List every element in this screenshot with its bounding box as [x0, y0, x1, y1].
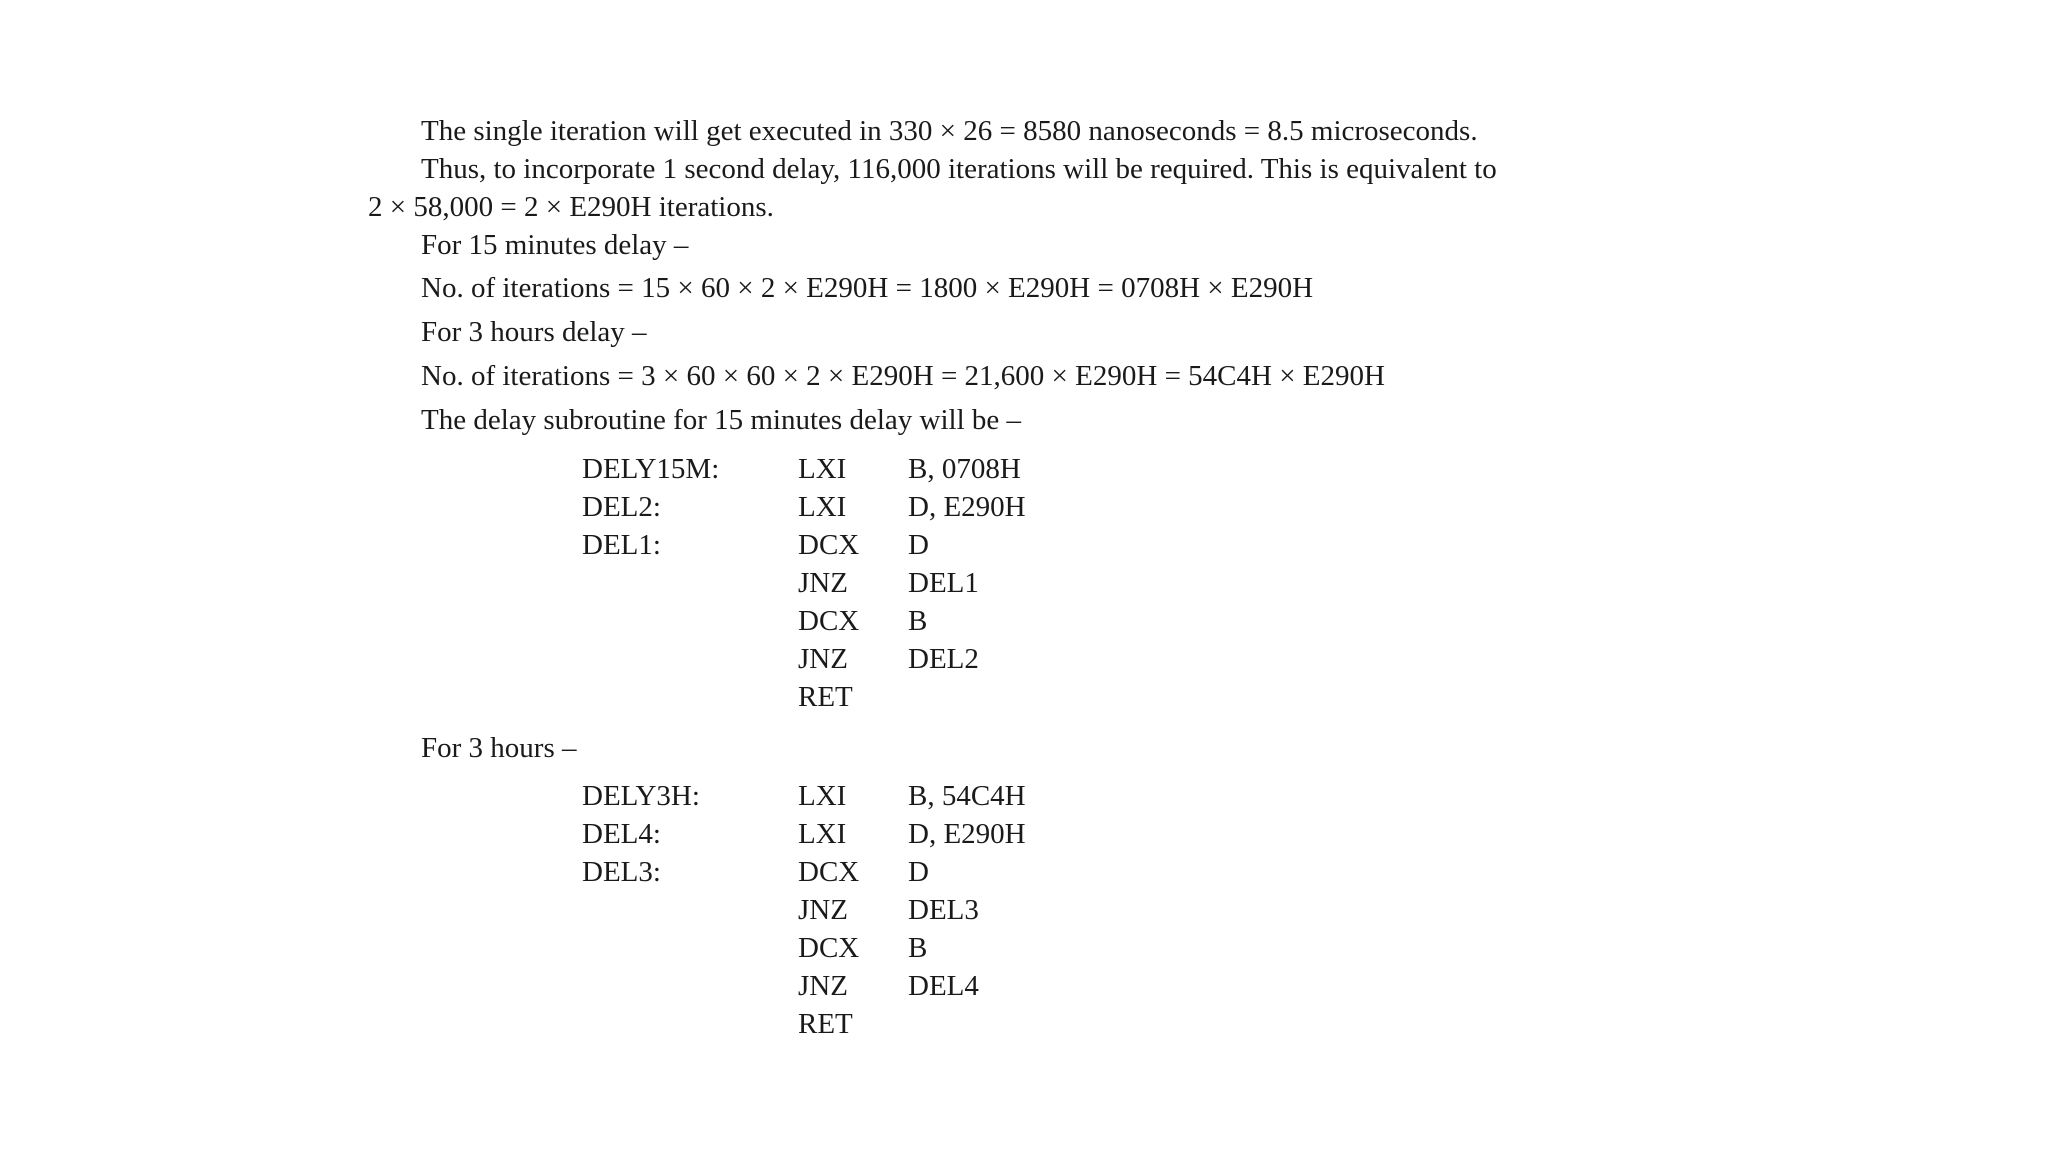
equation-15-minutes: No. of iterations = 15 × 60 × 2 × E290H = 1800 × E290H = 0708H × E290H	[421, 272, 1314, 304]
heading-3-hours-code: For 3 hours –	[421, 732, 577, 764]
code-operand: D	[908, 856, 929, 888]
code-opcode: RET	[798, 1008, 853, 1040]
code-operand: DEL4	[908, 970, 979, 1002]
heading-3-hours: For 3 hours delay –	[421, 316, 647, 348]
code-opcode: LXI	[798, 818, 847, 850]
code-operand: DEL3	[908, 894, 979, 926]
code-operand: DEL2	[908, 643, 979, 675]
code-opcode: DCX	[798, 856, 860, 888]
code-operand: B, 54C4H	[908, 780, 1026, 812]
equation-3-hours: No. of iterations = 3 × 60 × 60 × 2 × E290H = 21,600 × E290H = 54C4H × E290H	[421, 360, 1385, 392]
code-operand: B, 0708H	[908, 453, 1021, 485]
code-opcode: JNZ	[798, 894, 848, 926]
code-operand: B	[908, 932, 928, 964]
code-operand: DEL1	[908, 567, 979, 599]
code-operand: B	[908, 605, 928, 637]
code-opcode: DCX	[798, 932, 860, 964]
code-opcode: RET	[798, 681, 853, 713]
subroutine-intro: The delay subroutine for 15 minutes delay will be –	[421, 404, 1021, 436]
code-opcode: LXI	[798, 780, 847, 812]
code-label: DELY15M:	[582, 453, 720, 485]
code-opcode: JNZ	[798, 970, 848, 1002]
heading-15-minutes: For 15 minutes delay –	[421, 229, 689, 261]
code-operand: D, E290H	[908, 491, 1026, 523]
cut-off-text-remnant	[770, 80, 1260, 92]
code-opcode: JNZ	[798, 567, 848, 599]
code-operand: D	[908, 529, 929, 561]
paragraph-one-second-delay: Thus, to incorporate 1 second delay, 116,000 iterations will be required. This is equivalent to	[421, 153, 1497, 185]
code-label: DEL1:	[582, 529, 661, 561]
code-opcode: DCX	[798, 605, 860, 637]
code-label: DEL2:	[582, 491, 661, 523]
code-label: DELY3H:	[582, 780, 700, 812]
code-opcode: JNZ	[798, 643, 848, 675]
paragraph-one-second-delay-cont: 2 × 58,000 = 2 × E290H iterations.	[368, 191, 774, 223]
code-opcode: DCX	[798, 529, 860, 561]
code-label: DEL3:	[582, 856, 661, 888]
code-opcode: LXI	[798, 453, 847, 485]
code-label: DEL4:	[582, 818, 661, 850]
code-opcode: LXI	[798, 491, 847, 523]
code-operand: D, E290H	[908, 818, 1026, 850]
paragraph-iteration-time: The single iteration will get executed in 330 × 26 = 8580 nanoseconds = 8.5 microseconds.	[421, 115, 1478, 147]
